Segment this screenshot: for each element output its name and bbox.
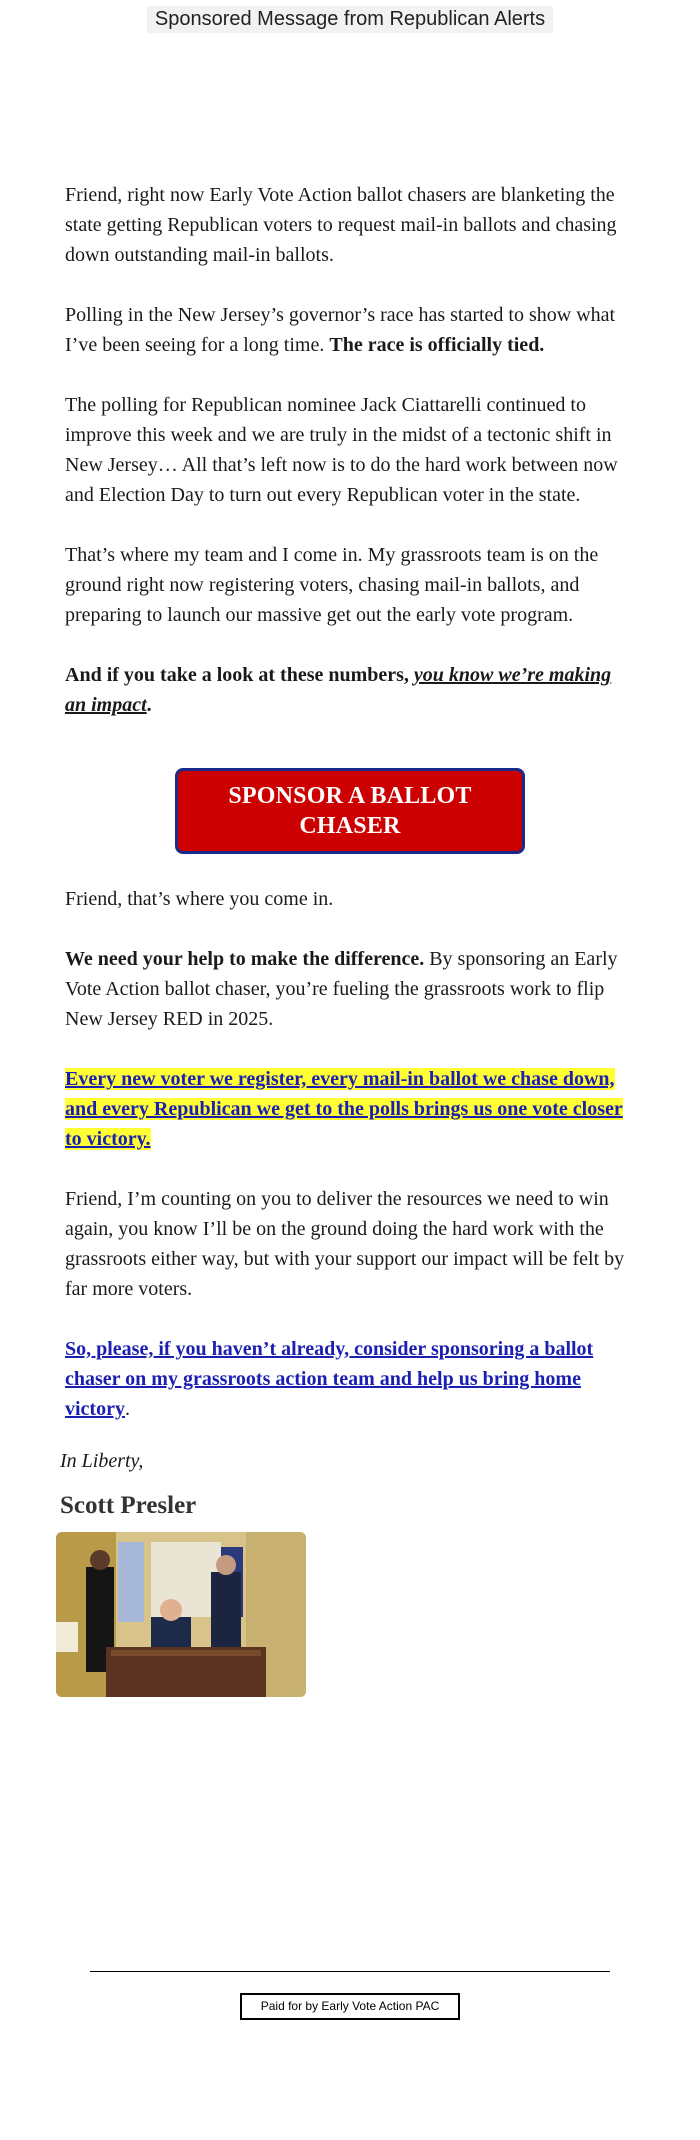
- signature-name: Scott Presler: [60, 1492, 197, 1519]
- footer-divider: [90, 1971, 610, 1972]
- paragraph-7: [65, 944, 635, 1034]
- difference-text: We need your help to make the difference.: [65, 948, 425, 970]
- impact-link[interactable]: you know we’re making an impact: [65, 664, 612, 716]
- period: .: [146, 694, 152, 716]
- sponsor-header-text: Sponsored Message from Republican Alerts: [147, 6, 553, 33]
- signoff: In Liberty,: [60, 1450, 144, 1472]
- highlighted-link[interactable]: Every new voter we register, every mail-in ballot we chase down, and every Republican we get to the polls brings us one vote closer to victory.: [65, 1068, 623, 1150]
- paragraph-3: The polling for Republican nominee Jack Ciattarelli continued to improve this week and we are truly in the midst of a tectonic shift in New Jersey… All that’s left now is to do the hard work between now and Election Day to turn out every Republican voter in the state.: [65, 394, 618, 506]
- race-tied-text: The race is officially tied.: [329, 334, 545, 356]
- paragraph-2: [65, 300, 635, 360]
- paragraph-10: [65, 1334, 635, 1424]
- paid-for-disclaimer: Paid for by Early Vote Action PAC: [240, 1993, 460, 2020]
- sponsor-header: [0, 6, 700, 33]
- oval-office-photo: [56, 1532, 306, 1697]
- sponsor-ballot-chaser-button[interactable]: SPONSOR A BALLOT CHASER: [175, 768, 525, 854]
- paragraph-1: Friend, right now Early Vote Action ballot chasers are blanketing the state getting Republican voters to request mail-in ballots and chasing down outstanding mail-in ballots.: [65, 184, 617, 266]
- period: .: [124, 1398, 130, 1420]
- cta-wrapper: [65, 768, 635, 854]
- paragraph-6: Friend, that’s where you come in.: [65, 888, 334, 910]
- paragraph-4: That’s where my team and I come in. My grassroots team is on the ground right now registering voters, chasing mail-in ballots, and preparing to launch our massive get out the early vote program.: [65, 544, 599, 626]
- paragraph-7-text: By sponsoring an Early Vote Action ballot chaser, you’re fueling the grassroots work to flip New Jersey RED in 2025.: [65, 948, 618, 1030]
- paragraph-2-text: Polling in the New Jersey’s governor’s race has started to show what I’ve been seeing for a long time.: [65, 304, 616, 356]
- photo-illustration: [56, 1532, 306, 1697]
- sponsor-link[interactable]: So, please, if you haven’t already, consider sponsoring a ballot chaser on my grassroots action team and help us bring home victory: [65, 1338, 594, 1420]
- email-body: [65, 180, 635, 1454]
- paragraph-5: [65, 660, 635, 720]
- paragraph-9: Friend, I’m counting on you to deliver the resources we need to win again, you know I’ll be on the ground doing the hard work with the grassroots either way, but with your support our impact will be felt by far more voters.: [65, 1188, 625, 1300]
- paragraph-8: [65, 1064, 635, 1154]
- numbers-text: And if you take a look at these numbers,: [65, 664, 414, 686]
